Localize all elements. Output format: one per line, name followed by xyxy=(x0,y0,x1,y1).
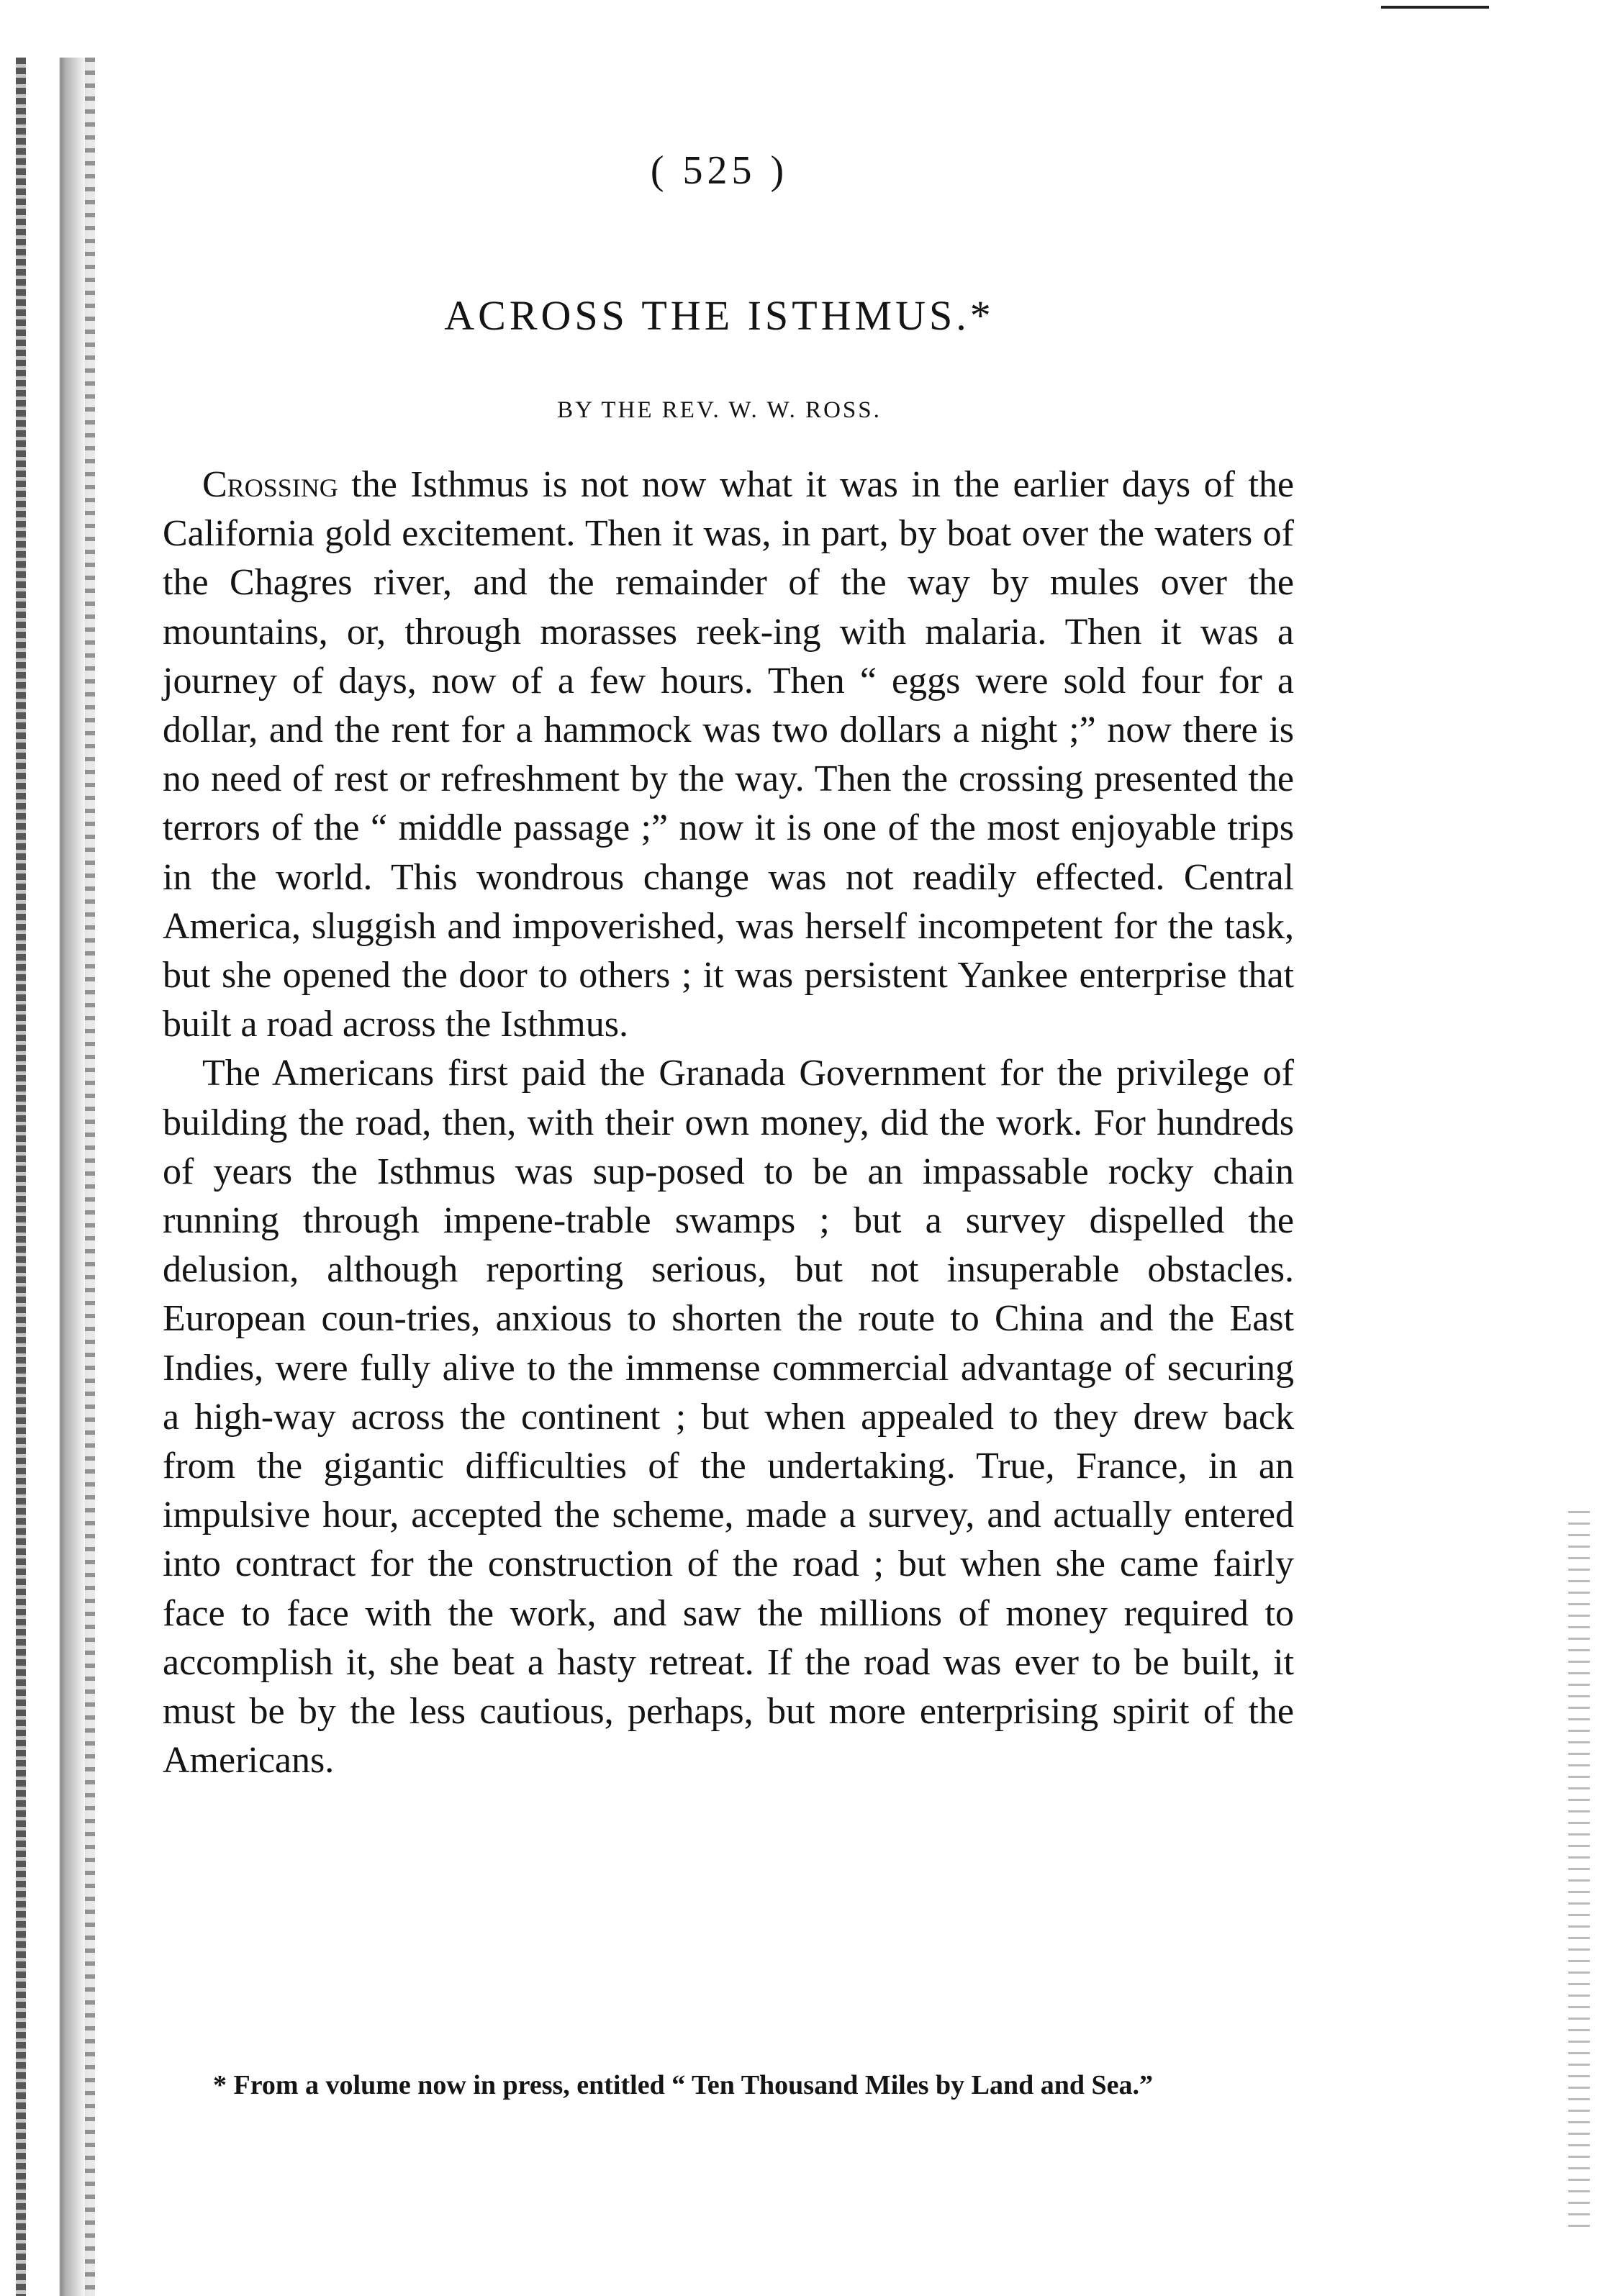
article-title: ACROSS THE ISTHMUS.* xyxy=(444,292,995,339)
paragraph-1 xyxy=(163,460,1294,1049)
paragraph-lead-word: Crossing xyxy=(202,464,338,505)
binding-edge-shadow xyxy=(16,58,102,2296)
footnote-text: * From a volume now in press, entitled “ Ten Thousand Miles by Land and Sea.” xyxy=(213,2070,1154,2100)
page-number: ( 525 ) xyxy=(650,148,789,193)
article-byline: BY THE REV. W. W. ROSS. xyxy=(557,397,882,423)
top-edge-mark xyxy=(1381,6,1489,9)
page-edge-marks xyxy=(1568,1511,1590,2231)
paragraph-1-text: the Isthmus is not now what it was in the earlier days of the California gold excitement. Then it was, in part, by boat over the waters of the Chagres river, and the remainder of the way by mules over the mountains, or, through morasses reek-ing with malaria. Then it was a journey of days, now of a few hours. Then “ eggs were sold four for a dollar, and the rent for a hammock was two dollars a night ;” now there is no need of rest or refreshment by the way. Then the crossing presented the terrors of the “ middle passage ;” now it is one of the most enjoyable trips in the world. This wondrous change was not readily effected. Central America, sluggish and impoverished, was herself incompetent for the task, but she opened the door to others ; it was persistent Yankee enterprise that built a road across the Isthmus. xyxy=(163,464,1294,1045)
paragraph-2: The Americans first paid the Granada Government for the privilege of building the road, then, with their own money, did the work. For hundreds of years the Isthmus was sup-posed to be an impassable rocky chain running through impene-trable swamps ; but a survey dispelled the delusion, although reporting serious, but not insuperable obstacles. European coun-tries, anxious to shorten the route to China and the East Indies, were fully alive to the immense commercial advantage of securing a high-way across the continent ; but when appealed to they drew back from the gigantic difficulties of the undertaking. True, France, in an impulsive hour, accepted the scheme, made a survey, and actually entered into contract for the construction of the road ; but when she came fairly face to face with the work, and saw the millions of money required to accomplish it, she beat a hasty retreat. If the road was ever to be built, it must be by the less cautious, perhaps, but more enterprising spirit of the Americans. xyxy=(163,1053,1294,1782)
article-body xyxy=(163,460,1294,1785)
footnote xyxy=(163,2065,1294,2105)
